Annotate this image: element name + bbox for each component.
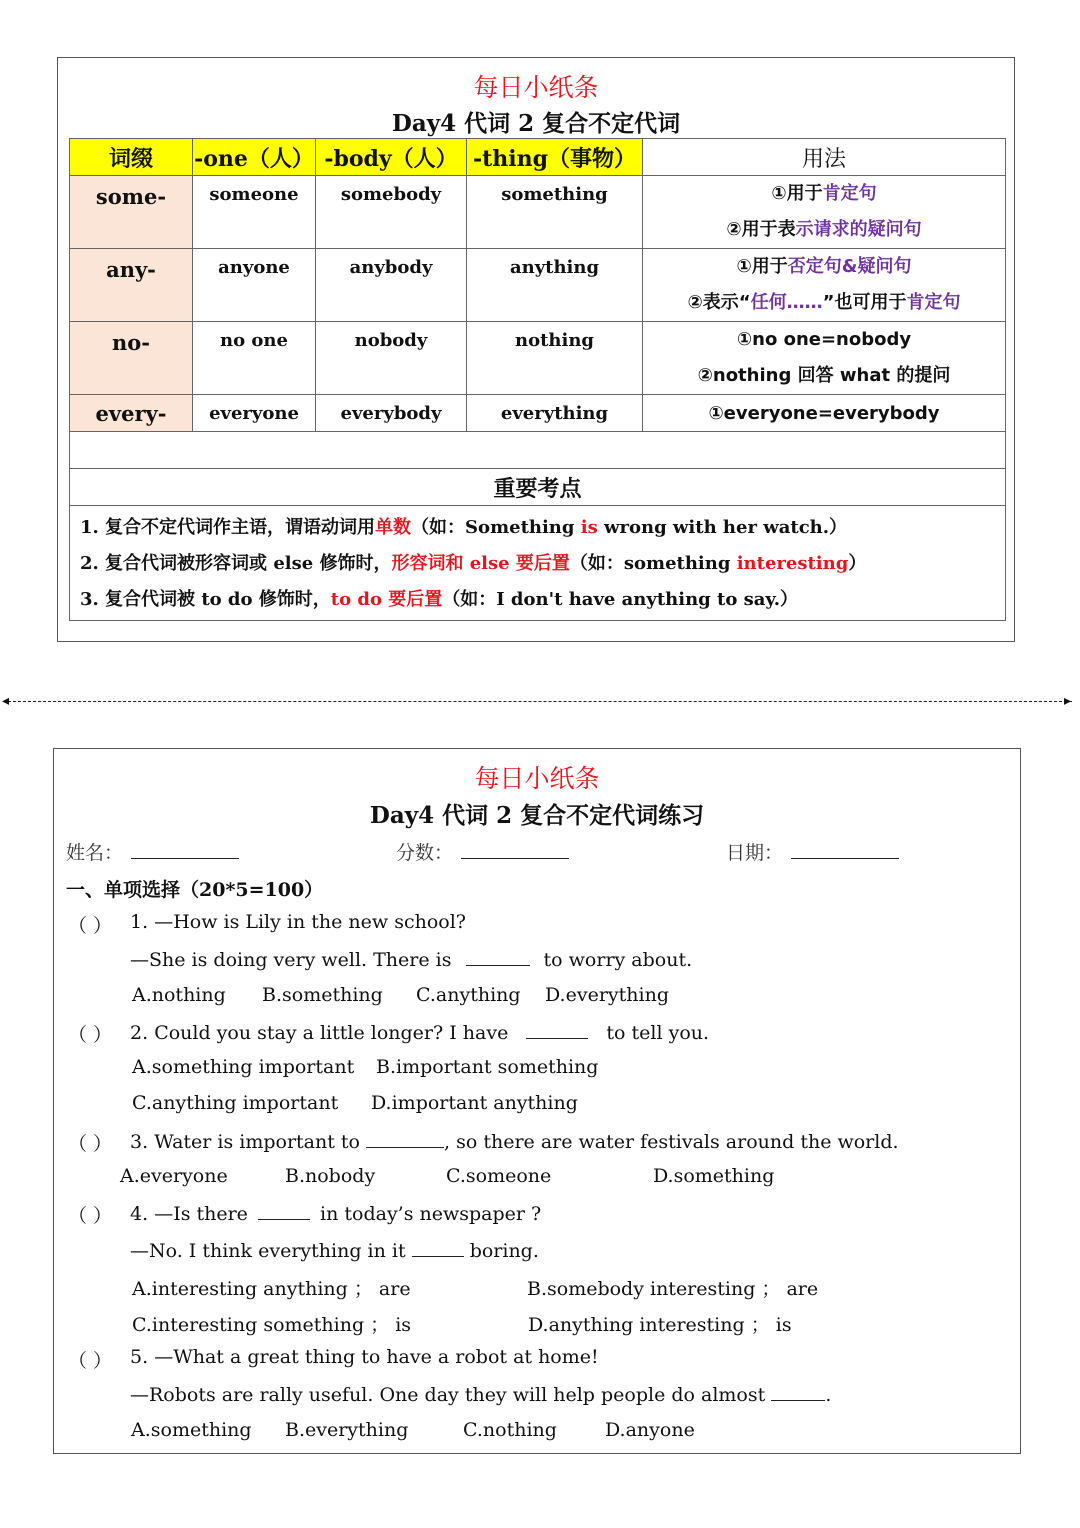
word-cell: everybody xyxy=(316,395,467,432)
q3-option-b[interactable]: B.nobody xyxy=(285,1165,376,1187)
header-thing: -thing（事物） xyxy=(467,139,643,176)
header-affix: 词缀 xyxy=(70,139,193,176)
pronoun-table xyxy=(69,138,1006,621)
question-5: 5. —What a great thing to have a robot at home! xyxy=(130,1346,599,1368)
usage-cell: ①no one=nobody ②nothing 回答 what 的提问 xyxy=(643,322,1006,395)
score-field: 分数： xyxy=(396,838,569,865)
key-point-1: 1. 复合不定代词作主语，谓语动词用单数（如：Something is wrong with her watch.） xyxy=(80,517,848,538)
card-title: 每日小纸条 xyxy=(474,764,600,793)
table-row xyxy=(70,176,1006,249)
q1-option-d[interactable]: D.everything xyxy=(545,984,669,1006)
prefix-cell: any- xyxy=(70,249,193,322)
q5-option-d[interactable]: D.anyone xyxy=(605,1419,695,1441)
word-cell: nobody xyxy=(316,322,467,395)
q4-option-b[interactable]: B.somebody interesting ； are xyxy=(527,1278,819,1300)
q4-option-a[interactable]: A.interesting anything ； are xyxy=(132,1278,411,1300)
q3-option-d[interactable]: D.something xyxy=(653,1165,775,1187)
q2-option-d[interactable]: D.important anything xyxy=(371,1092,578,1114)
question-3: 3. Water is important to , so there are water festivals around the world. xyxy=(130,1131,899,1153)
question-5-line-2: —Robots are rally useful. One day they will help people do almost . xyxy=(130,1384,832,1406)
word-cell: nothing xyxy=(467,322,643,395)
question-1: 1. —How is Lily in the new school? xyxy=(130,911,466,933)
q2-option-a[interactable]: A.something important xyxy=(132,1056,355,1078)
card-subtitle: Day4 代词 2 复合不定代词练习 xyxy=(369,802,705,829)
word-cell: no one xyxy=(193,322,316,395)
answer-paren: （ ） xyxy=(68,1133,113,1155)
prefix-cell: some- xyxy=(70,176,193,249)
card-subtitle: Day4 代词 2 复合不定代词 xyxy=(391,110,681,137)
word-cell: everyone xyxy=(193,395,316,432)
question-4-line-2: —No. I think everything in it boring. xyxy=(130,1240,539,1262)
question-1-line-2: —She is doing very well. There is to worry about. xyxy=(130,949,693,971)
header-body: -body（人） xyxy=(316,139,467,176)
key-points xyxy=(70,506,1006,621)
word-cell: something xyxy=(467,176,643,249)
word-cell: everything xyxy=(467,395,643,432)
exercise-card xyxy=(53,748,1021,1454)
name-field: 姓名： xyxy=(66,838,239,865)
prefix-cell: no- xyxy=(70,322,193,395)
q1-option-a[interactable]: A.nothing xyxy=(132,984,226,1006)
answer-paren: （ ） xyxy=(68,915,113,937)
usage-cell: ①用于肯定句 ②用于表示请求的疑问句 xyxy=(643,176,1006,249)
key-point-3: 3. 复合代词被 to do 修饰时，to do 要后置（如：I don't have anything to say.） xyxy=(80,589,799,610)
word-cell: somebody xyxy=(316,176,467,249)
question-2: 2. Could you stay a little longer? I have to tell you. xyxy=(130,1022,710,1044)
word-cell: someone xyxy=(193,176,316,249)
q3-option-a[interactable]: A.everyone xyxy=(120,1165,228,1187)
card-title: 每日小纸条 xyxy=(473,73,599,102)
word-cell: anything xyxy=(467,249,643,322)
header-usage: 用法 xyxy=(643,139,1006,176)
q2-option-c[interactable]: C.anything important xyxy=(132,1092,339,1114)
question-4: 4. —Is there in today’s newspaper ? xyxy=(130,1203,542,1225)
header-one: -one（人） xyxy=(193,139,316,176)
q5-option-a[interactable]: A.something xyxy=(131,1419,252,1441)
word-cell: anyone xyxy=(193,249,316,322)
word-cell: anybody xyxy=(316,249,467,322)
dashed-divider xyxy=(8,701,1072,702)
key-points-title: 重要考点 xyxy=(70,469,1006,506)
q2-option-b[interactable]: B.important something xyxy=(376,1056,599,1078)
answer-paren: （ ） xyxy=(68,1350,113,1372)
q1-option-b[interactable]: B.something xyxy=(262,984,383,1006)
section-heading: 一、单项选择（20*5=100） xyxy=(66,879,324,901)
empty-row xyxy=(70,432,1006,469)
q5-option-c[interactable]: C.nothing xyxy=(463,1419,557,1441)
table-row xyxy=(70,395,1006,432)
q4-option-c[interactable]: C.interesting something ； is xyxy=(132,1314,412,1336)
q5-option-b[interactable]: B.everything xyxy=(285,1419,409,1441)
key-points-row xyxy=(70,506,1006,621)
answer-paren: （ ） xyxy=(68,1205,113,1227)
key-point-2: 2. 复合代词被形容词或 else 修饰时，形容词和 else 要后置（如：something interesting） xyxy=(80,553,867,574)
q3-option-c[interactable]: C.someone xyxy=(446,1165,552,1187)
date-field: 日期： xyxy=(726,838,899,865)
usage-cell: ①用于否定句&疑问句 ②表示“任何……”也可用于肯定句 xyxy=(643,249,1006,322)
reference-card xyxy=(57,57,1015,642)
key-points-title-row xyxy=(70,469,1006,506)
arrow-right-icon: ▸ xyxy=(1064,693,1072,709)
table-row xyxy=(70,322,1006,395)
arrow-left-icon: ◂ xyxy=(2,693,10,709)
q1-option-c[interactable]: C.anything xyxy=(416,984,521,1006)
table-header-row xyxy=(70,139,1006,176)
q4-option-d[interactable]: D.anything interesting ； is xyxy=(528,1314,792,1336)
usage-cell: ①everyone=everybody xyxy=(643,395,1006,432)
answer-paren: （ ） xyxy=(68,1024,113,1046)
table-row xyxy=(70,249,1006,322)
prefix-cell: every- xyxy=(70,395,193,432)
